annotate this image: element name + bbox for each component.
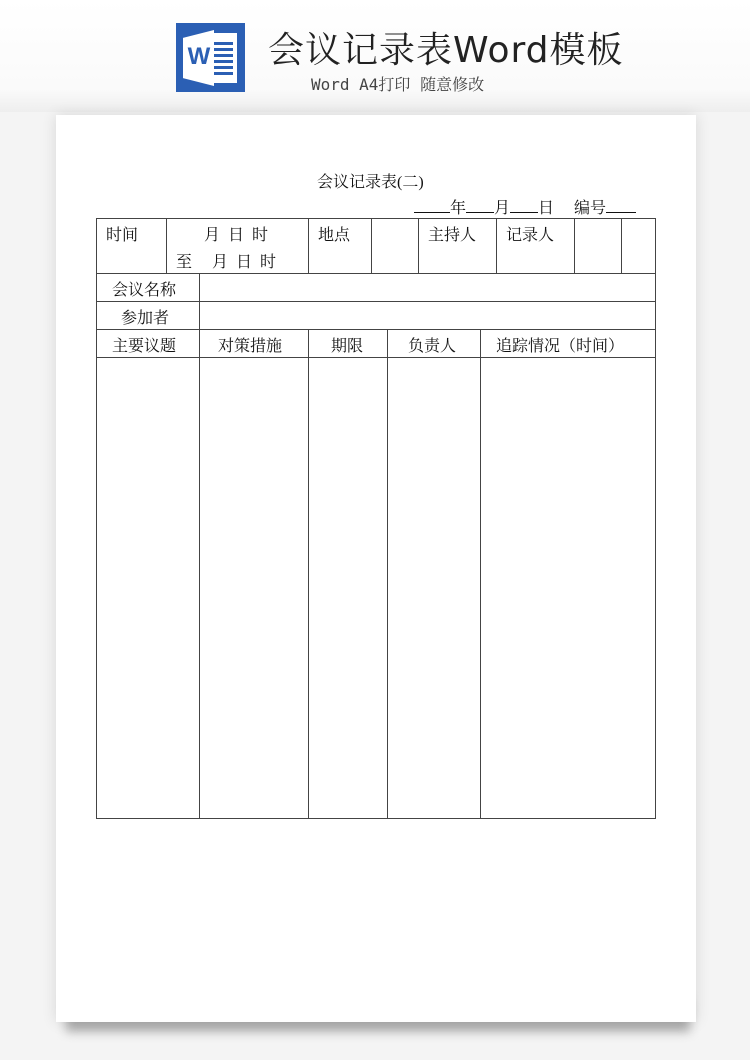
month-blank[interactable] [466, 197, 494, 213]
col-header-topic-label: 主要议题 [112, 338, 177, 355]
host-value-cell[interactable] [574, 218, 622, 274]
attendees-label: 参加者 [121, 310, 170, 327]
subtitle: Word A4打印 随意修改 [311, 75, 485, 94]
recorder-label-cell [496, 218, 575, 274]
col-header-owner [387, 329, 481, 358]
word-letter: W [187, 43, 211, 70]
place-label: 地点 [318, 227, 351, 244]
place-label-cell [308, 218, 372, 274]
col-header-topic [96, 329, 200, 358]
number-blank[interactable] [606, 197, 636, 213]
col-header-measures-label: 对策措施 [218, 338, 283, 355]
header-banner [0, 0, 750, 112]
deadline-body-cell[interactable] [308, 357, 388, 819]
col-header-measures [199, 329, 309, 358]
host-label-cell [418, 218, 497, 274]
word-icon [176, 23, 245, 92]
time-to: 月 日 时 [212, 254, 279, 271]
recorder-value-cell[interactable] [621, 218, 656, 274]
tracking-body-cell[interactable] [480, 357, 656, 819]
col-header-deadline-label: 期限 [331, 338, 364, 355]
month-label: 月 [494, 200, 511, 217]
attendees-label-cell [96, 301, 200, 330]
owner-body-cell[interactable] [387, 357, 481, 819]
day-blank[interactable] [510, 197, 538, 213]
time-label-cell [96, 218, 167, 274]
document-title: 会议记录表(二) [317, 174, 424, 191]
year-label: 年 [450, 200, 467, 217]
day-label: 日 [538, 200, 555, 217]
meeting-name-label: 会议名称 [112, 282, 177, 299]
host-label: 主持人 [428, 227, 477, 244]
col-header-tracking [480, 329, 656, 358]
recorder-label: 记录人 [506, 227, 555, 244]
year-blank[interactable] [414, 197, 450, 213]
document-page [56, 115, 696, 1022]
time-value-cell[interactable] [166, 218, 309, 274]
topic-body-cell[interactable] [96, 357, 200, 819]
col-header-owner-label: 负责人 [408, 338, 457, 355]
time-from: 月 日 时 [204, 227, 271, 244]
meeting-name-field[interactable] [199, 273, 656, 302]
date-number-line [414, 195, 636, 218]
place-value-cell[interactable] [371, 218, 419, 274]
time-label: 时间 [106, 227, 139, 244]
col-header-tracking-label: 追踪情况（时间） [496, 338, 625, 355]
attendees-field[interactable] [199, 301, 656, 330]
time-to-prefix: 至 [176, 254, 193, 271]
meeting-name-label-cell [96, 273, 200, 302]
number-label: 编号 [574, 200, 607, 217]
main-title: 会议记录表Word模板 [268, 30, 624, 71]
col-header-deadline [308, 329, 388, 358]
measures-body-cell[interactable] [199, 357, 309, 819]
